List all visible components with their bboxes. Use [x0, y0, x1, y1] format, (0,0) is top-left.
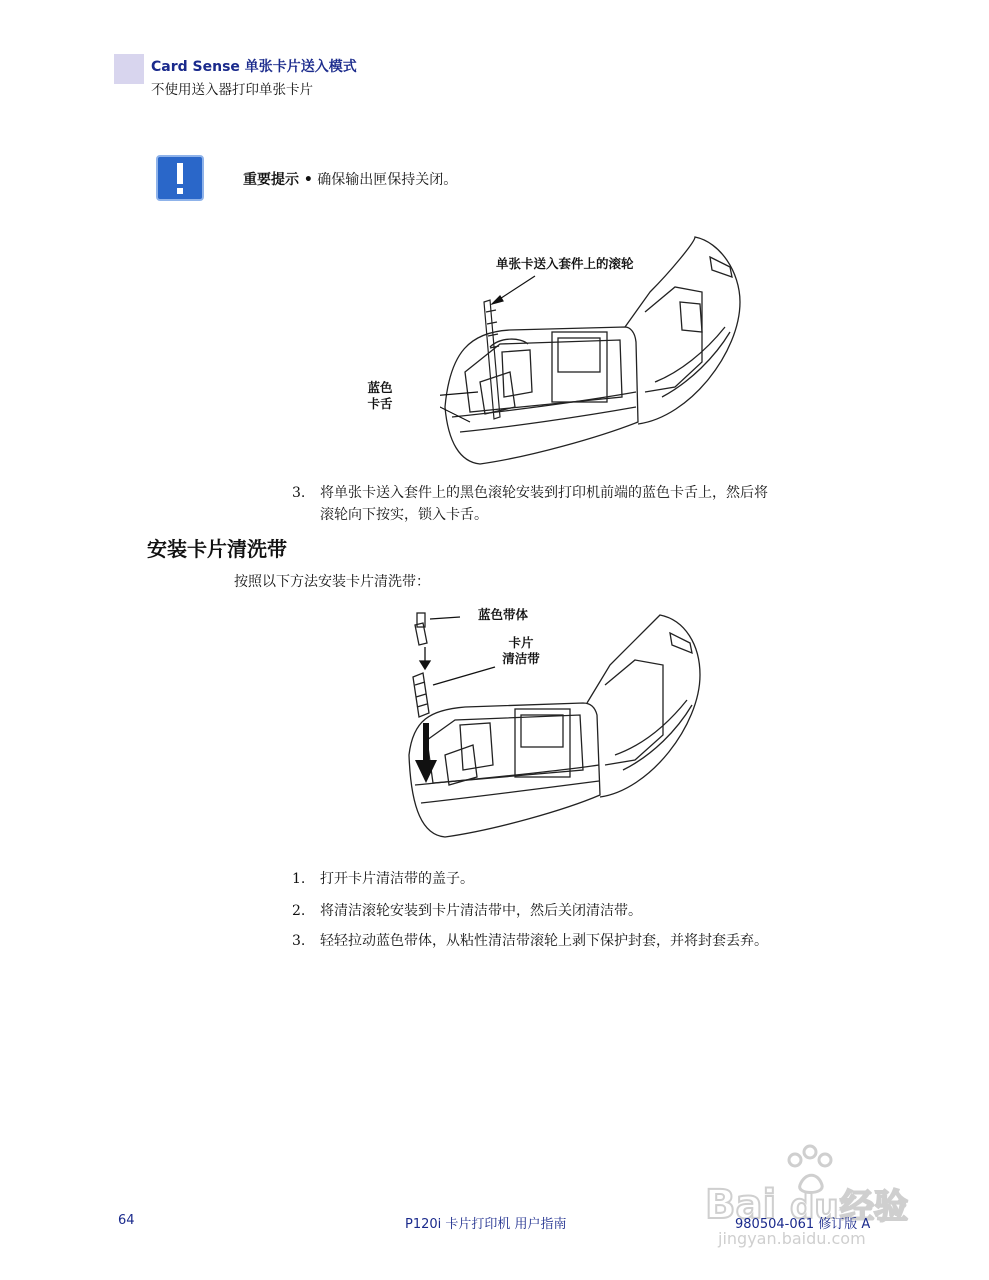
callout-cartridge-line1: 卡片: [508, 635, 534, 650]
printer-figure-cleaning-cartridge: [405, 605, 705, 845]
callout-cartridge-line2: 清洁带: [502, 651, 540, 666]
callout-blue-tabs-line1: 蓝色: [367, 380, 393, 395]
footer-doc-revision: 980504-061 修订版 A: [735, 1217, 871, 1232]
note-label: 重要提示 •: [243, 172, 313, 188]
svg-text:经验: 经验: [840, 1187, 908, 1227]
callout-blue-tabs: [362, 380, 398, 412]
callout-cleaning-cartridge: [497, 635, 545, 667]
page-subtitle: 不使用送入器打印单张卡片: [151, 82, 313, 98]
section-intro: 按照以下方法安装卡片清洗带：: [234, 574, 430, 590]
step-number: 3.: [292, 933, 306, 949]
step-number: 3.: [292, 485, 306, 501]
svg-text:Bai: Bai: [705, 1182, 777, 1228]
step-text: 打开卡片清洁带的盖子。: [320, 871, 474, 887]
callout-blue-tabs-line2: 卡舌: [367, 396, 393, 411]
svg-text:du: du: [790, 1187, 839, 1227]
step-text: 轻轻拉动蓝色带体，从粘性清洁带滚轮上剥下保护封套，并将封套丢弃。: [320, 933, 768, 949]
step-text: 将清洁滚轮安装到卡片清洁带中，然后关闭清洁带。: [320, 903, 642, 919]
note-text: 确保输出匣保持关闭。: [312, 172, 458, 188]
section-heading: 安装卡片清洗带: [147, 537, 287, 561]
step-number: 2.: [292, 903, 306, 919]
step-text-line1: 将单张卡送入套件上的黑色滚轮安装到打印机前端的蓝色卡舌上，然后将: [320, 485, 768, 501]
step-number: 1.: [292, 871, 306, 887]
exclamation-icon: [156, 155, 204, 201]
important-note: [243, 169, 457, 189]
callout-roller: 单张卡送入套件上的滚轮: [496, 256, 634, 271]
baidu-jingyan-watermark: [700, 1140, 930, 1255]
page-title: Card Sense 单张卡片送入模式: [151, 59, 357, 75]
footer-page-number: 64: [118, 1213, 135, 1228]
header-tab-marker: [114, 54, 144, 84]
svg-text:jingyan.baidu.com: jingyan.baidu.com: [718, 1229, 866, 1248]
footer-manual-title: P120i 卡片打印机 用户指南: [405, 1217, 567, 1232]
step-text-line2: 滚轮向下按实，锁入卡舌。: [320, 507, 488, 523]
callout-blue-handle: 蓝色带体: [478, 607, 529, 622]
